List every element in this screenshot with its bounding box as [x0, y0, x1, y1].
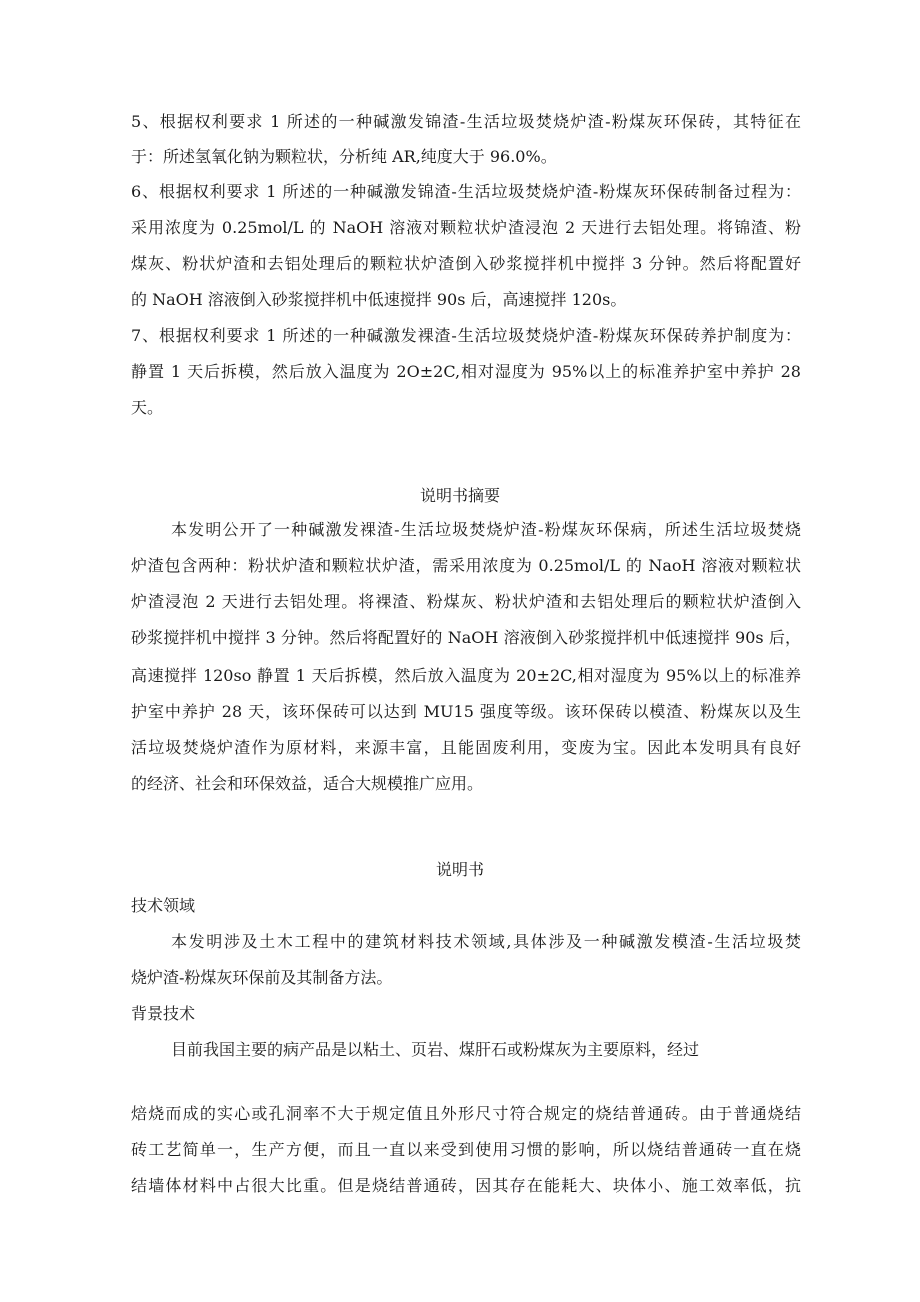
claim-5-line-1: 5、根据权利要求 1 所述的一种碱激发锦渣-生活垃圾焚烧炉渣-粉煤灰环保砖，其特征在 [131, 112, 801, 131]
claim-6-line-3: 煤灰、粉状炉渣和去铝处理后的颗粒状炉渣倒入砂浆搅拌机中搅拌 3 分钟。然后将配置好 [131, 254, 801, 273]
claim-6-line-2: 采用浓度为 0.25mol/L 的 NaOH 溶液对颗粒状炉渣浸泡 2 天进行去铝处理。将锦渣、粉 [131, 218, 801, 237]
background-heading: 背景技术 [131, 1004, 196, 1023]
abstract-title: 说明书摘要 [419, 486, 500, 505]
abstract-line: 护室中养护 28 天，该环保砖可以达到 MU15 强度等级。该环保砖以模渣、粉煤灰以及生 [131, 702, 801, 721]
claim-6-line-1: 6、根据权利要求 1 所述的一种碱激发锦渣-生活垃圾焚烧炉渣-粉煤灰环保砖制备过程为： [131, 182, 801, 201]
background-line: 焙烧而成的实心或孔洞率不大于规定值且外形尺寸符合规定的烧结普通砖。由于普通烧结 [131, 1104, 801, 1123]
abstract-line: 炉渣包含两种：粉状炉渣和颗粒状炉渣，需采用浓度为 0.25mol/L 的 NaoH 溶液对颗粒状 [131, 556, 801, 575]
technical-field-line: 本发明涉及土木工程中的建筑材料技术领域,具体涉及一种碱激发模渣-生活垃圾焚 [171, 932, 801, 951]
abstract-line: 砂浆搅拌机中搅拌 3 分钟。然后将配置好的 NaOH 溶液倒入砂浆搅拌机中低速搅拌 90s 后， [131, 628, 801, 647]
claim-7-line-1: 7、根据权利要求 1 所述的一种碱激发裸渣-生活垃圾焚烧炉渣-粉煤灰环保砖养护制度为： [131, 326, 801, 345]
background-line: 目前我国主要的病产品是以粘土、页岩、煤肝石或粉煤灰为主要原料，经过 [171, 1040, 700, 1059]
claim-7-line-3: 天。 [131, 398, 164, 417]
claim-5-line-2: 于：所述氢氧化钠为颗粒状，分析纯 AR,纯度大于 96.0%。 [131, 147, 557, 166]
description-title: 说明书 [435, 860, 484, 879]
technical-field-line: 烧炉渣-粉煤灰环保前及其制备方法。 [131, 968, 393, 987]
background-line: 结墙体材料中占很大比重。但是烧结普通砖，因其存在能耗大、块体小、施工效率低，抗 [131, 1176, 801, 1195]
abstract-line: 炉渣浸泡 2 天进行去铝处理。将裸渣、粉煤灰、粉状炉渣和去铝处理后的颗粒状炉渣倒入 [131, 592, 801, 611]
abstract-line: 高速搅拌 120so 静置 1 天后拆模，然后放入温度为 20±2C,相对湿度为 95%以上的标准养 [131, 666, 801, 685]
background-line: 砖工艺简单一，生产方便，而且一直以来受到使用习惯的影响，所以烧结普通砖一直在烧 [131, 1140, 801, 1159]
abstract-line: 的经济、社会和环保效益，适合大规模推广应用。 [131, 774, 484, 793]
claim-6-line-4: 的 NaOH 溶液倒入砂浆搅拌机中低速搅拌 90s 后，高速搅拌 120s。 [131, 290, 627, 309]
abstract-line: 本发明公开了一种碱激发裸渣-生活垃圾焚烧炉渣-粉煤灰环保病，所述生活垃圾焚烧 [171, 520, 801, 539]
technical-field-heading: 技术领域 [131, 896, 196, 915]
claim-7-line-2: 静置 1 天后拆模，然后放入温度为 2O±2C,相对湿度为 95%以上的标准养护室中养护 28 [131, 362, 801, 381]
abstract-line: 活垃圾焚烧炉渣作为原材料，来源丰富，且能固废利用，变废为宝。因此本发明具有良好 [131, 738, 801, 757]
